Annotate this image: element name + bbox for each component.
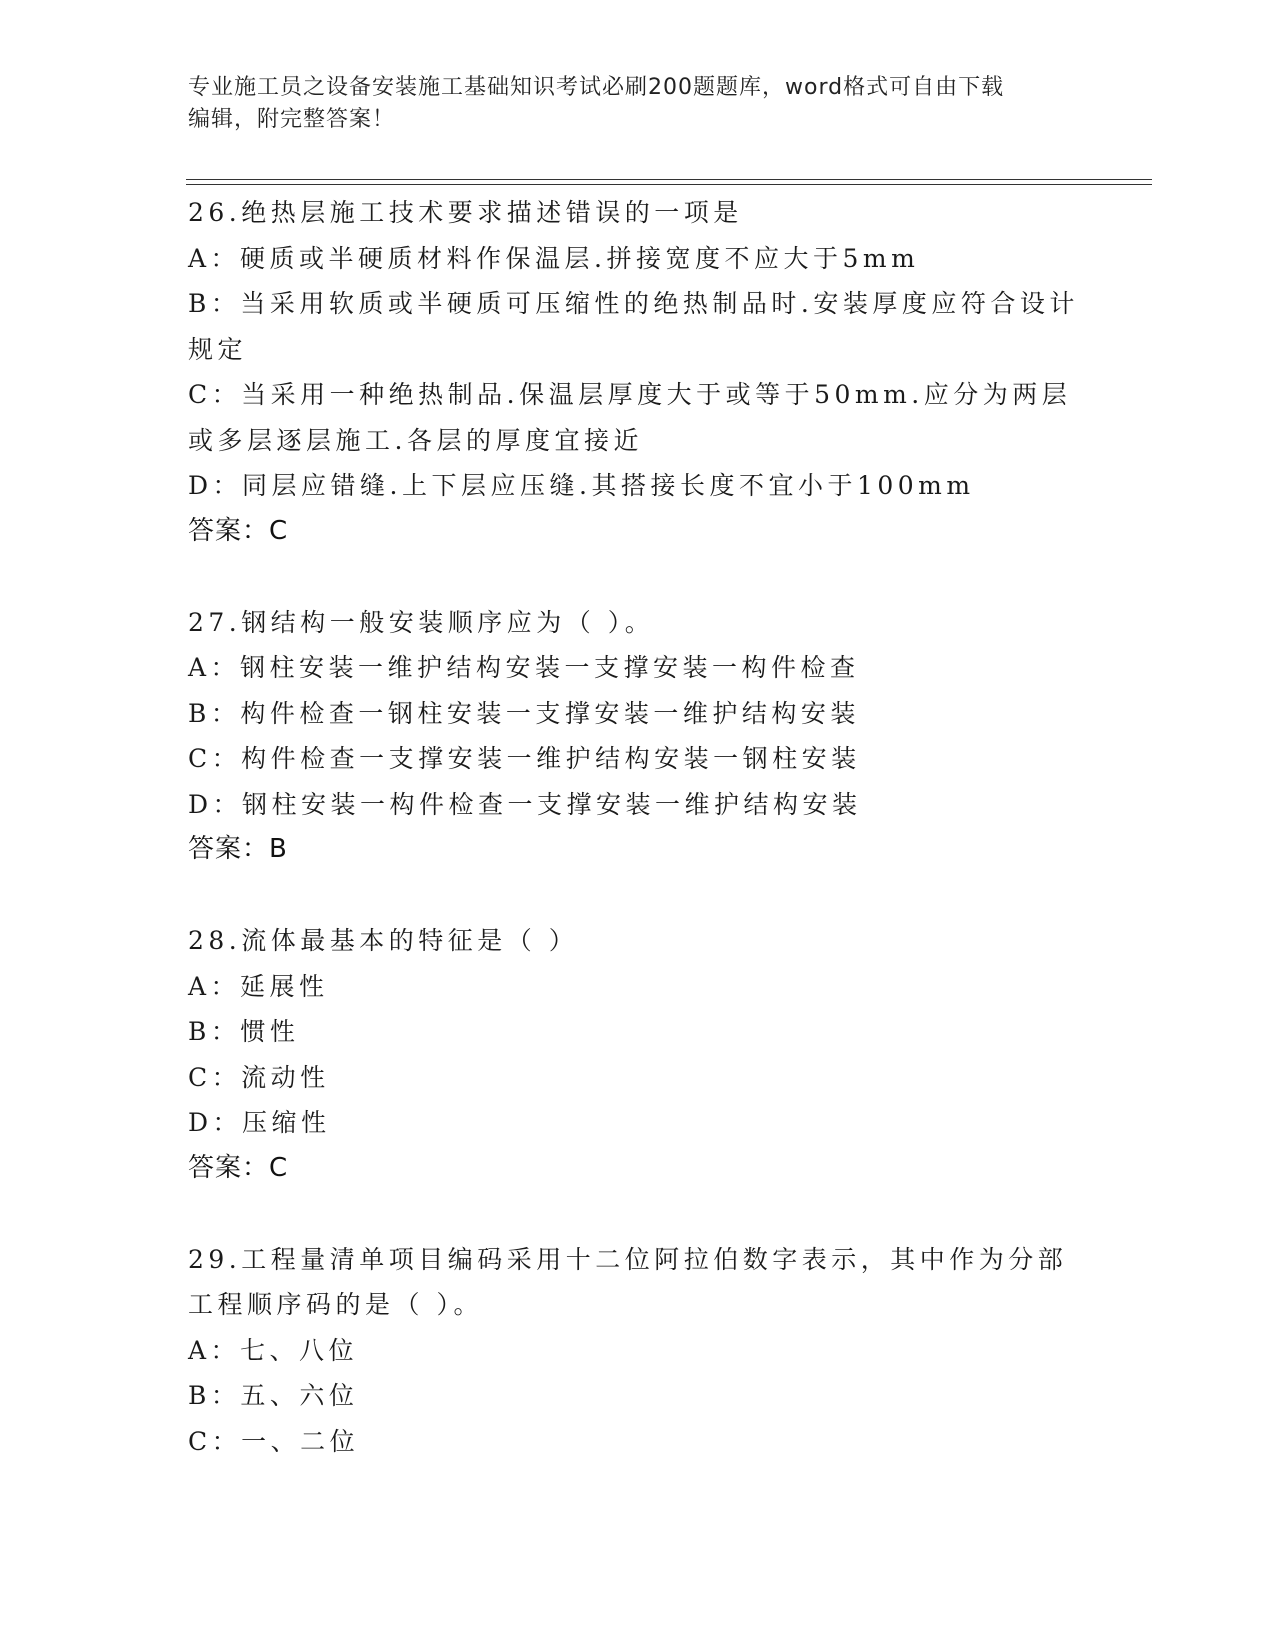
spacer	[188, 1191, 1088, 1237]
question-26	[188, 190, 1088, 554]
header-line-1: 专业施工员之设备安装施工基础知识考试必刷200题题库，word格式可自由下载	[188, 75, 1005, 100]
option-a: A：延展性	[188, 971, 329, 1001]
option-b: B：当采用软质或半硬质可压缩性的绝热制品时.安装厚度应符合设计规定	[188, 289, 1079, 364]
option-c: C：一、二位	[188, 1426, 360, 1456]
header-divider-top	[186, 179, 1152, 180]
option-b: B：惯性	[188, 1017, 300, 1046]
option-b: B：构件检查一钢柱安装一支撑安装一维护结构安装	[188, 698, 860, 728]
option-a: A：钢柱安装一维护结构安装一支撑安装一构件检查	[188, 653, 860, 682]
option-d: D：同层应错缝.上下层应压缝.其搭接长度不宜小于100mm	[188, 471, 975, 500]
answer: 答案：C	[188, 1152, 289, 1183]
option-a: A：硬质或半硬质材料作保温层.拼接宽度不应大于5mm	[188, 243, 920, 273]
question-29	[188, 1237, 1088, 1465]
answer: 答案：C	[188, 515, 289, 546]
header-line-2: 编辑，附完整答案！	[188, 107, 396, 132]
option-d: D：压缩性	[188, 1108, 331, 1137]
option-c: C：流动性	[188, 1062, 330, 1092]
option-b: B：五、六位	[188, 1381, 359, 1410]
option-d: D：钢柱安装一构件检查一支撑安装一维护结构安装	[188, 789, 862, 819]
answer: 答案：B	[188, 834, 288, 864]
question-28	[188, 918, 1088, 1191]
question-title: 26.绝热层施工技术要求描述错误的一项是	[188, 198, 743, 227]
option-c: C：构件检查一支撑安装一维护结构安装一钢柱安装	[188, 744, 861, 773]
header-divider-bottom	[186, 184, 1152, 185]
question-title: 28.流体最基本的特征是（ ）	[188, 926, 579, 955]
question-27	[188, 600, 1088, 873]
question-title: 27.钢结构一般安装顺序应为（ ）。	[188, 607, 655, 637]
question-title: 29.工程量清单项目编码采用十二位阿拉伯数字表示，其中作为分部工程顺序码的是（ ）。	[188, 1244, 1068, 1319]
question-list	[188, 190, 1088, 1464]
option-c: C：当采用一种绝热制品.保温层厚度大于或等于50mm.应分为两层或多层逐层施工.各层的厚度宜接近	[188, 380, 1072, 455]
spacer	[188, 554, 1088, 600]
document-header	[188, 72, 1088, 136]
option-a: A：七、八位	[188, 1335, 359, 1365]
spacer	[188, 873, 1088, 919]
